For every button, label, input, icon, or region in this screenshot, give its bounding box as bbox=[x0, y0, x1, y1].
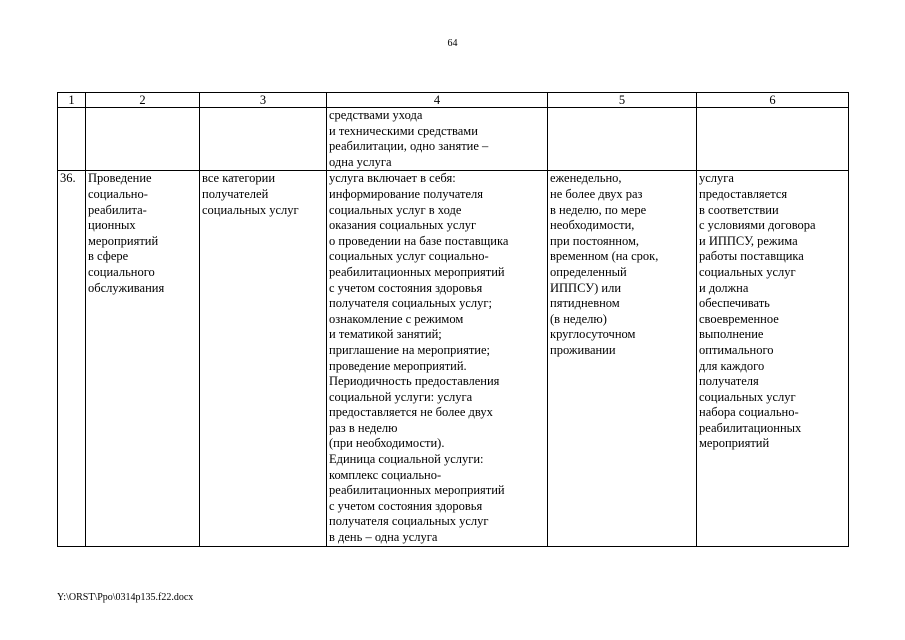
document-path-footer: Y:\ORST\Ppo\0314p135.f22.docx bbox=[57, 592, 194, 603]
column-header-5: 5 bbox=[548, 93, 697, 108]
services-table bbox=[57, 92, 849, 547]
continuation-cell-2 bbox=[86, 108, 200, 171]
column-header-2: 2 bbox=[86, 93, 200, 108]
continuation-cell-3 bbox=[200, 108, 327, 171]
continuation-cell-5 bbox=[548, 108, 697, 171]
column-header-3: 3 bbox=[200, 93, 327, 108]
continuation-row bbox=[58, 108, 849, 171]
column-header-1: 1 bbox=[58, 93, 86, 108]
conditions-cell: услуга предоставляется в соответствии с условиями договора и ИППСУ, режима работы поставщика социальных услуг и должна обеспечивать своевременное выполнение оптимального для каждого получателя социальных услуг набора социально- реабилитационных мероприятий bbox=[697, 171, 849, 546]
service-name-cell: Проведение социально- реабилита- ционных мероприятий в сфере социального обслуживания bbox=[86, 171, 200, 546]
continuation-cell-4: средствами ухода и техническими средствами реабилитации, одно занятие – одна услуга bbox=[327, 108, 548, 171]
column-header-4: 4 bbox=[327, 93, 548, 108]
continuation-cell-1 bbox=[58, 108, 86, 171]
column-number-row bbox=[58, 93, 849, 108]
continuation-cell-6 bbox=[697, 108, 849, 171]
frequency-cell: еженедельно, не более двух раз в неделю, по мере необходимости, при постоянном, временном (на срок, определенный ИППСУ) или пятидневном (в неделю) круглосуточном проживании bbox=[548, 171, 697, 546]
column-header-6: 6 bbox=[697, 93, 849, 108]
recipients-cell: все категории получателей социальных услуг bbox=[200, 171, 327, 546]
row-number-cell: 36. bbox=[58, 171, 86, 546]
page-number: 64 bbox=[447, 38, 458, 49]
service-description-cell: услуга включает в себя: информирование получателя социальных услуг в ходе оказания социальных услуг о проведении на базе поставщика социальных услуг социально- реабилитационных мероприятий с учетом состояния здоровья получателя социальных услуг; ознакомление с режимом и тематикой занятий; приглашение на мероприятие; проведение мероприятий. Периодичность предоставления социальной услуги: услуга предоставляется не более двух раз в неделю (при необходимости). Единица социальной услуги: комплекс социально- реабилитационных мероприятий с учетом состояния здоровья получателя социальных услуг в день – одна услуга bbox=[327, 171, 548, 546]
table-row-36 bbox=[58, 171, 849, 546]
